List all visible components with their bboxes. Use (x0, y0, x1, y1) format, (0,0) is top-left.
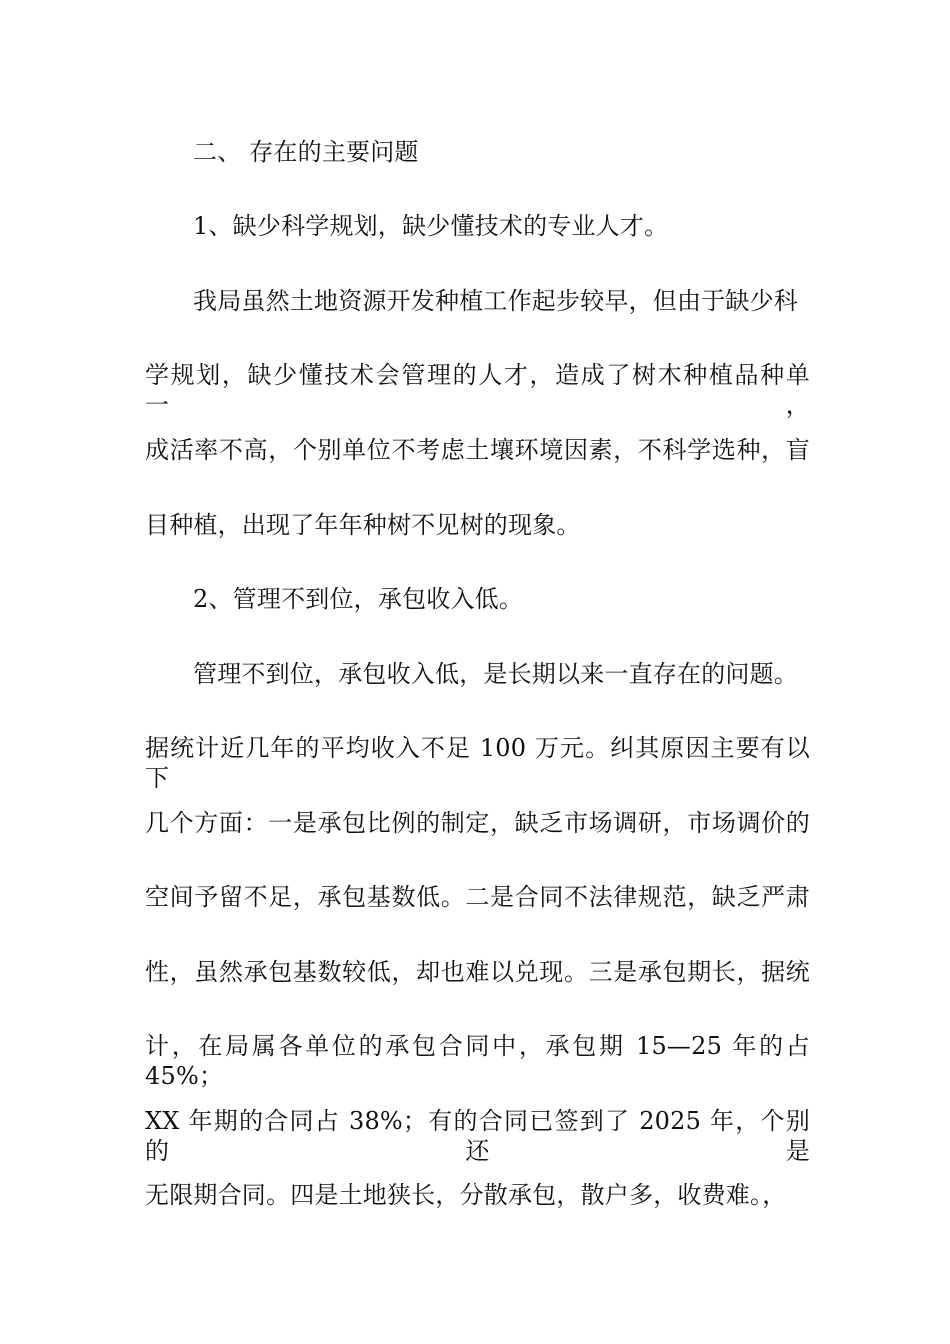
paragraph-1-line-2: 学规划，缺少懂技术会管理的人才，造成了树木种植品种单一， (145, 361, 810, 419)
paragraph-2-line-4: 空间予留不足，承包基数低。二是合同不法律规范，缺乏严肃 (145, 883, 810, 911)
paragraph-2-line-3: 几个方面：一是承包比例的制定，缺乏市场调研，市场调价的 (145, 809, 810, 837)
section-heading: 二、 存在的主要问题 (193, 138, 419, 166)
paragraph-1-line-3: 成活率不高，个别单位不考虑土壤环境因素，不科学选种，盲 (145, 436, 810, 464)
paragraph-2-line-6: 计，在局属各单位的承包合同中，承包期 15—25 年的占 45%； (145, 1032, 810, 1090)
paragraph-2-line-2: 据统计近几年的平均收入不足 100 万元。纠其原因主要有以下 (145, 734, 810, 792)
subheading-2: 2、管理不到位，承包收入低。 (193, 585, 524, 613)
paragraph-1-line-4: 目种植，出现了年年种树不见树的现象。 (145, 511, 581, 539)
paragraph-1-line-1: 我局虽然土地资源开发种植工作起步较早，但由于缺少科 (193, 287, 798, 315)
paragraph-2-line-8: 无限期合同。四是土地狭长，分散承包，散户多，收费难。， (145, 1181, 787, 1209)
subheading-1: 1、缺少科学规划，缺少懂技术的专业人才。 (193, 212, 669, 240)
paragraph-2-line-7: XX 年期的合同占 38%；有的合同已签到了 2025 年，个别的还是 (145, 1107, 810, 1165)
paragraph-2-line-5: 性，虽然承包基数较低，却也难以兑现。三是承包期长，据统 (145, 958, 810, 986)
paragraph-2-line-1: 管理不到位，承包收入低，是长期以来一直存在的问题。 (193, 660, 798, 688)
